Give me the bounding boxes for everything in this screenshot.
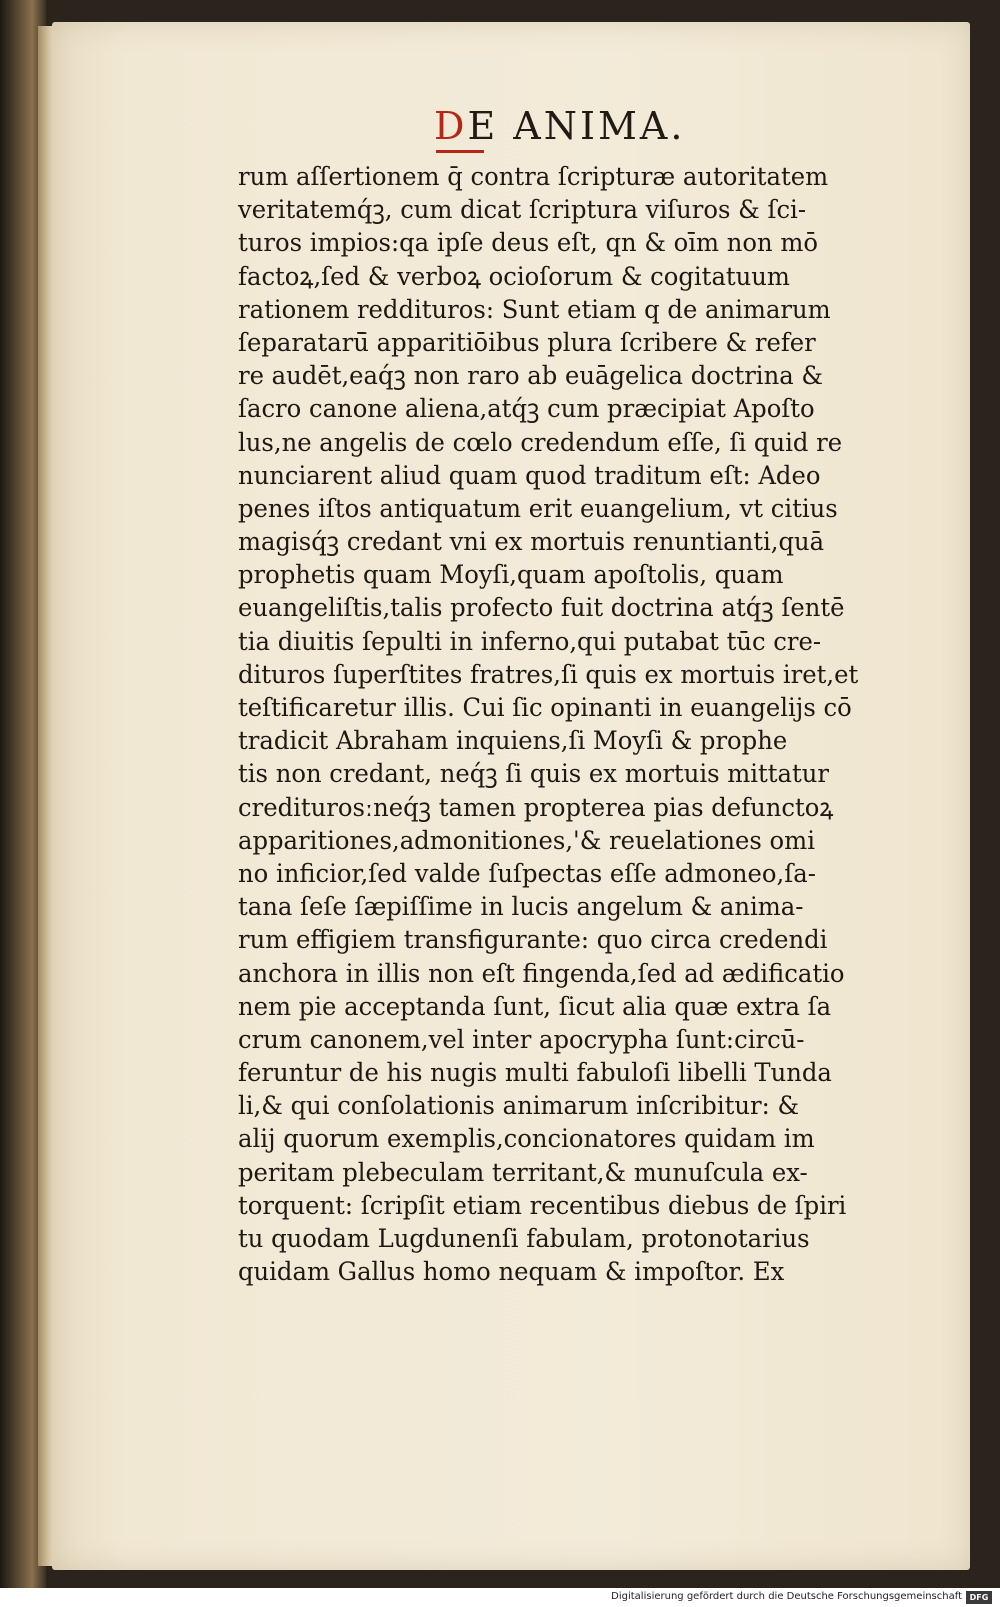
text-line: ſeparatarū̄ apparitiōibus plura ſcribere & refer: [238, 327, 816, 357]
text-line: tia diuitis ſepulti in inferno,qui putabat tūc cre-: [238, 626, 822, 656]
text-line: rationem reddituros: Sunt etiam q de animarum: [238, 294, 831, 324]
text-line: torquent: ſcripſit etiam recentibus diebus de ſpiri: [238, 1190, 847, 1220]
text-line: crediturosːneq́ꝫ tamen propterea pias defunctoꝝ: [238, 792, 834, 822]
text-line: feruntur de his nugis multi fabuloſi libelli Tunda: [238, 1058, 832, 1088]
text-line: veritatemq́ꝫ, cum dicat ſcriptura viſuros & ſci-: [238, 195, 807, 225]
text-line: nem pie acceptanda ſunt, ſicut alia quæ extra ſa: [238, 991, 832, 1021]
text-line: magisq́ꝫ credant vni ex mortuis renuntianti,quā: [238, 527, 825, 557]
text-line: tis non credant, neq́ꝫ ſi quis ex mortuis mittatur: [238, 759, 830, 789]
text-line: re audēt,eaq́ꝫ non raro ab euāgelica doctrina &: [238, 361, 824, 391]
text-line: turos impios:qa ipſe deus eſt, qn & oīm non mō: [238, 228, 819, 258]
text-line: euangeliſtis,talis profecto fuit doctrina atq́ꝫ ſentē: [238, 593, 845, 623]
text-line: penes iſtos antiquatum erit euangelium, vt citius: [238, 493, 838, 523]
text-line: crum canonem,vel inter apocrypha ſunt:circū-: [238, 1024, 805, 1054]
text-line: factoꝝ,ſed & verboꝝ ocioſorum & cogitatuum: [238, 261, 790, 291]
text-line: dituros ſuperſtites fratres,ſi quis ex mortuis iret,et: [238, 659, 859, 689]
text-line: peritam plebeculam territant,& munuſcula ex-: [238, 1157, 808, 1187]
text-line: nunciarent aliud quam quod traditum eſt: Adeo: [238, 460, 821, 490]
running-head: [434, 104, 685, 156]
text-line: tradicit Abraham inquiens,ſi Moyſi & prophe: [238, 726, 788, 756]
running-head-red-underline: [436, 150, 484, 153]
text-line: alij quorum exemplis,concionatores quidam im: [238, 1124, 815, 1154]
funding-credit: Digitalisierung gefördert durch die Deutsche Forschungsgemeinschaft: [611, 1591, 962, 1602]
text-line: rum aſſertionem q̄ contra ſcripturæ autoritatem: [238, 162, 829, 191]
text-line: ſacro canone aliena,atq́ꝫ cum præcipiat Apoſto: [238, 394, 815, 424]
text-line: prophetis quam Moyſi,quam apoſtolis, quam: [238, 560, 784, 590]
text-line: tu quodam Lugdunenſi fabulam, protonotarius: [238, 1224, 810, 1253]
text-line: tana ſeſe ſæpiſſime in lucis angelum & anima-: [238, 892, 804, 922]
text-line: lus,ne angelis de cœlo credendum eſſe, ſi quid re: [238, 427, 843, 457]
text-line: apparitiones,admonitiones,'& reuelationes omi: [238, 825, 815, 855]
text-line: quidam Gallus homo nequam & impoſtor. Ex: [238, 1257, 785, 1287]
text-block: [238, 160, 918, 1288]
running-head-initial: D: [434, 104, 468, 148]
text-line: li,& qui conſolationis animarum inſcribitur: &: [238, 1091, 800, 1121]
dfg-logo: DFG: [966, 1591, 992, 1604]
text-line: no inficior,ſed valde ſuſpectas eſſe admoneo,ſa-: [238, 858, 816, 888]
text-line: rum effigiem transfigurante: quo circa credendi: [238, 925, 828, 955]
running-head-rest: E ANIMA.: [467, 104, 686, 148]
text-line: anchora in illis non eſt fingenda,ſed ad ædificatio: [238, 958, 845, 988]
text-line: teſtificaretur illis. Cui ſic opinanti in euangelijs cō: [238, 693, 852, 722]
